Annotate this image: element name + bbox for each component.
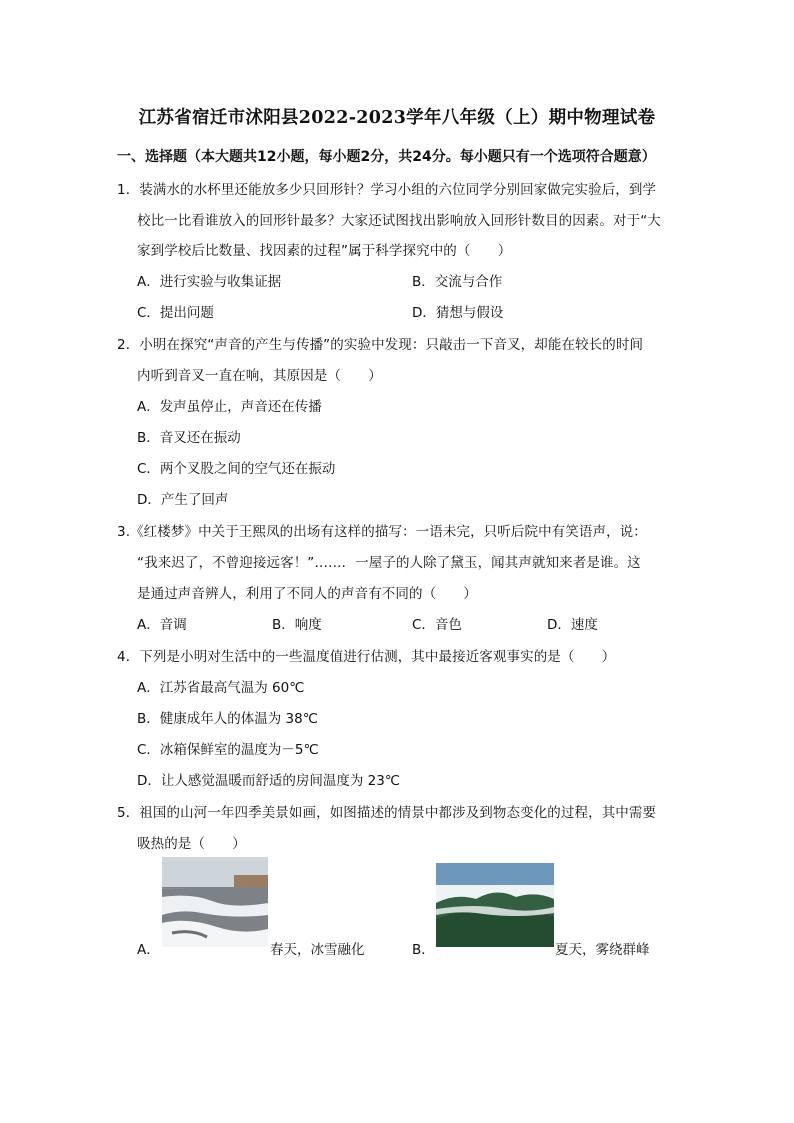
q2-option-a: A．发声虽停止，声音还在传播: [137, 399, 322, 415]
q1-line-3: 家到学校后比数量、找因素的过程”属于科学探究中的（ ）: [137, 243, 512, 259]
q2-option-c: C．两个叉股之间的空气还在振动: [137, 461, 336, 477]
q5-line-1: 5．祖国的山河一年四季美景如画，如图描述的情景中都涉及到物态变化的过程，其中需要: [117, 805, 657, 821]
q5-option-b: B．: [412, 942, 435, 958]
q1-option-a: A．进行实验与收集证据: [137, 274, 282, 290]
q4-option-d: D．让人感觉温暖而舒适的房间温度为 23℃: [137, 773, 401, 789]
q4-option-c: C．冰箱保鲜室的温度为－5℃: [137, 742, 319, 758]
q3-option-d: D．速度: [547, 617, 598, 633]
q5-caption-a: 春天，冰雪融化: [270, 942, 365, 958]
q4-line-1: 4．下列是小明对生活中的一些温度值进行估测，其中最接近客观事实的是（ ）: [117, 649, 616, 665]
exam-title: 江苏省宿迁市沭阳县2022-2023学年八年级（上）期中物理试卷: [138, 108, 656, 128]
q1-line-1: 1．装满水的水杯里还能放多少只回形针？学习小组的六位同学分别回家做完实验后，到学: [117, 182, 657, 198]
q2-line-1: 2．小明在探究“声音的产生与传播”的实验中发现：只敲击一下音叉，却能在较长的时间: [117, 337, 644, 353]
q2-option-b: B．音叉还在振动: [137, 430, 241, 446]
q3-option-a: A．音调: [137, 617, 187, 633]
q3-line-2: “我来迟了，不曾迎接远客！”……．一屋子的人除了黛玉，闻其声就知来者是谁。这: [137, 555, 641, 571]
q2-option-d: D．产生了回声: [137, 492, 229, 508]
q5-caption-b: 夏天，雾绕群峰: [555, 942, 650, 958]
q3-option-c: C．音色: [412, 617, 462, 633]
q3-line-3: 是通过声音辨人，利用了不同人的声音有不同的（ ）: [137, 586, 477, 602]
q3-option-b: B．响度: [272, 617, 322, 633]
q2-line-2: 内听到音叉一直在响，其原因是（ ）: [137, 368, 382, 384]
q4-option-a: A．江苏省最高气温为 60℃: [137, 680, 305, 696]
q5-line-2: 吸热的是（ ）: [137, 836, 246, 852]
q5-option-a: A．: [137, 942, 160, 958]
q1-option-d: D．猜想与假设: [412, 305, 504, 321]
q1-option-b: B．交流与合作: [412, 274, 503, 290]
misty-mountains-photo: [436, 863, 554, 947]
q1-option-c: C．提出问题: [137, 305, 214, 321]
snow-melting-photo: [162, 857, 268, 947]
snow-river-illustration: [162, 857, 268, 947]
q3-line-1: 3.《红楼梦》中关于王熙凤的出场有这样的描写：一语未完，只听后院中有笑语声，说：: [117, 524, 647, 540]
misty-peaks-illustration: [436, 863, 554, 947]
q4-option-b: B．健康成年人的体温为 38℃: [137, 711, 318, 727]
q1-line-2: 校比一比看谁放入的回形针最多？大家还试图找出影响放入回形针数目的因素。对于“大: [137, 213, 661, 229]
section-heading: 一、选择题（本大题共12小题，每小题2分，共24分。每小题只有一个选项符合题意）: [117, 149, 656, 165]
